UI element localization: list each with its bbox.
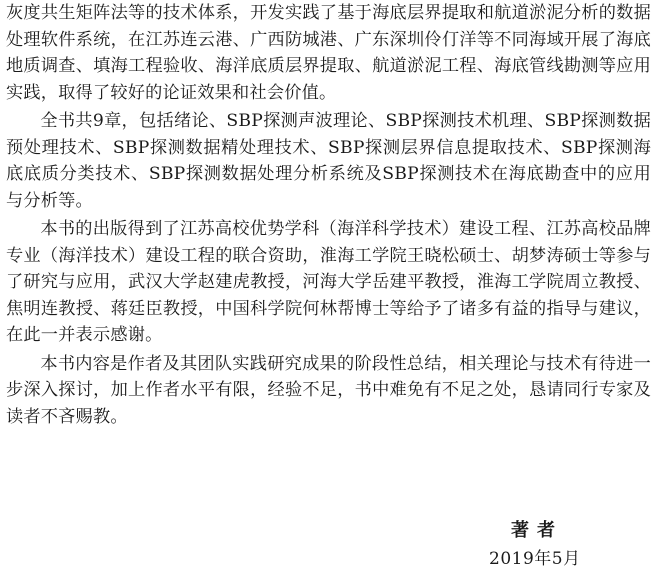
paragraph-4: 本书内容是作者及其团队实践研究成果的阶段性总结，相关理论与技术有待进一步深入探讨，加上作者水平有限，经验不足，书中难免有不足之处，恳请同行专家及读者不吝赐教。 [6, 353, 651, 427]
paragraph-1: 灰度共生矩阵法等的技术体系，开发实践了基于海底层界提取和航道淤泥分析的数据处理软件系统，在江苏连云港、广西防城港、广东深圳伶仃洋等不同海域开展了海底地质调查、填海工程验收、海洋底质层界提取、航道淤泥工程、海底管线勘测等应用实践，取得了较好的论证效果和社会价值。 [6, 3, 651, 103]
paragraph-3: 本书的出版得到了江苏高校优势学科（海洋科学技术）建设工程、江苏高校品牌专业（海洋技术）建设工程的联合资助，淮海工学院王晓松硕士、胡梦涛硕士等参与了研究与应用，武汉大学赵建虎教授，河海大学岳建平教授，淮海工学院周立教授、焦明连教授、蒋廷臣教授，中国科学院何林帮博士等给予了诸多有益的指导与建议，在此一并表示感谢。 [6, 219, 651, 345]
signature-block [0, 516, 645, 569]
preface-body [6, 0, 651, 430]
author-signature: 著者 [511, 520, 563, 541]
paragraph-2: 全书共9章，包括绪论、SBP探测声波理论、SBP探测技术机理、SBP探测数据预处理技术、SBP探测数据精处理技术、SBP探测层界信息提取技术、SBP探测海底底质分类技术、SBP探测数据处理分析系统及SBP探测技术在海底勘查中的应用与分析等。 [6, 111, 651, 211]
signature-date: 2019年5月 [489, 549, 581, 569]
